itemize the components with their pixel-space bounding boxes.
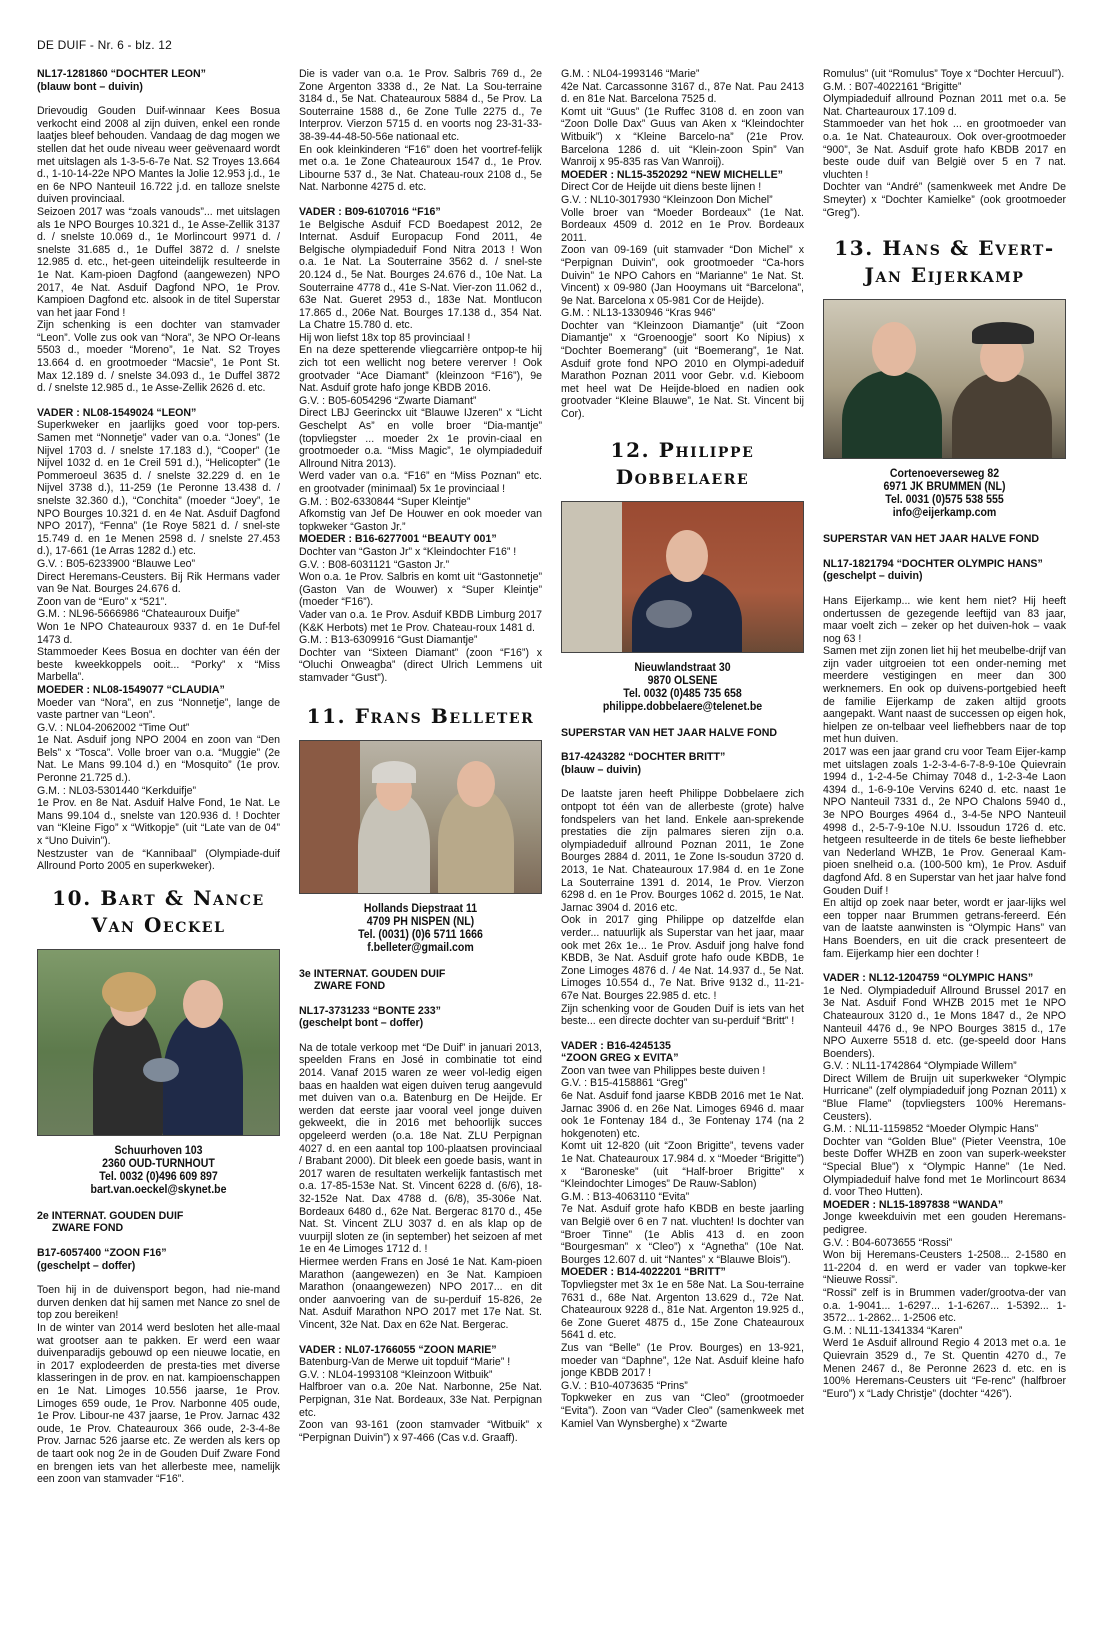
father-name: “ZOON GREG x EVITA”: [561, 1052, 679, 1065]
paragraph: Dochter van “Sixteen Diamant” (zoon “F16”) x “Oluchi Onweagba” (direct Ulrich Lemmens uit stamvader “Gust”).: [299, 646, 542, 684]
paragraph: 7e Nat. Asduif grote hafo KBDB en beste jaarling van België over 6 en 7 nat. vluchten! Is dochter van “Broer Tinne” (1e Ablis 413 d. en zoon “Bourgesman” x “Cleo”) x “Agnetha” (10e Nat. Bourges 12.607 d. uit “Nantes” x “Blauwe Blois”).: [561, 1203, 804, 1266]
mother-heading: MOEDER : NL15-3520292 “NEW MICHELLE”: [561, 168, 783, 181]
paragraph: Batenburg-Van de Merwe uit topduif “Marie” !: [299, 1356, 511, 1369]
contact-address: Schuurhoven 103: [114, 1142, 203, 1157]
paragraph: Romulus” (uit “Romulus” Toye x “Dochter Hercuul”).: [823, 68, 1065, 80]
paragraph: Zus van “Belle” (1e Prov. Bourges) en 13-921, moeder van “Daphne”, 12e Nat. Asduif kleine hafo jonge KBDB 2017 !: [561, 1341, 804, 1380]
paragraph: Dochter van “André” (samenkweek met Andre De Smeyter) x “Dochter Kamielke” (ook grootmoeder “Greg”).: [823, 181, 1066, 219]
column-2: [299, 68, 542, 1628]
paragraph: Zoon van twee van Philippes beste duiven !: [561, 1064, 766, 1077]
contact-email: f.belleter@gmail.com: [367, 939, 474, 954]
contact-van-oeckel: [52, 1144, 266, 1196]
paragraph: Zoon van 09-169 (uit stamvader “Don Michel” x “Perpignan Duivin”, ook grootmoeder “Ca-hors Duivin” 1e NPO Cahors en “Marianne” 1e Nat. St. Vincent) x 09-980 (Jan Hooymans uit “Barcelona”, 9e Nat. Barcelona x 05-981 Cor de Heijde).: [561, 244, 804, 307]
pigeon-title: NL17-3731233 “BONTE 233”: [299, 1004, 441, 1017]
paragraph: Dochter van “Golden Blue” (Pieter Veenstra, 10e beste Doffer WHZB en zoon van superk-weekster “Special Blue”) x “Olympic Hanne” (1e Ned. Olympiadeduif halve fond met 1e Morlincourt 8634 d. voor Theo Hutten).: [823, 1135, 1066, 1199]
contact-phone: Tel. 0032 (0)496 609 897: [99, 1168, 218, 1183]
paragraph: Nestzuster van de “Kannibaal” (Olympiade-duif Allround Porto 2005 en superkweker).: [37, 847, 280, 873]
section-title-line: Van Oeckel: [91, 912, 226, 937]
contact-phone: Tel. 0032 (0)485 735 658: [623, 685, 742, 700]
contact-email: info@eijerkamp.com: [892, 505, 997, 520]
paragraph: G.M. : B02-6330844 “Super Kleintje”: [299, 495, 471, 508]
paragraph: G.M. : NL04-1993146 “Marie”: [561, 68, 700, 80]
contact-belleter: [314, 902, 528, 954]
paragraph: Drievoudig Gouden Duif-winnaar Kees Bosua verkocht eind 2008 al zijn duiven, enkel een ronde laatjes bleef behouden. Vandaag de dag mogen we stellen dat het oude niveau weer geëvenaard wordt met uitslagen als 1-3-5-6-7e Nat. S2 Troyes 13.664 d., 1-10-14-22e NPO Mantes la Jolie 12.953 j.d., 1e en 6e NPO Nanteuil 16.722 j.d. en talloze snelste duiven provinciaal.: [37, 105, 280, 206]
paragraph: 1e Nat. Asduif jong NPO 2004 en zoon van “Den Bels” x “Tosca”. Volle broer van o.a. “Muggie” (2e Nat. Le Mans 99.104 d.) en “Mosquito” (1e prov. Peronne 21.725 d.).: [37, 734, 280, 785]
paragraph: Samen met zijn zonen liet hij het meubelbe-drijf van zijn vader uitgroeien tot een onder-neming met meerdere vestigingen en meer dan 300 werknemers. En ook op duivens-portgebied heeft de familie Eijerkamp de zaken altijd groots aangepakt. Want naast de successen op eigen hok, hielpen ze on-telbaar veel liefhebbers naar de top met hun duiven.: [823, 645, 1066, 746]
section-title-13: [823, 235, 1066, 289]
paragraph: Na de totale verkoop met “De Duif” in januari 2013, speelden Frans en José in combinatie tot eind 2014. Vanaf 2015 waren ze weer vol-ledig eigen baas en haalden wat eigen duiven terug aangevuld met duiven van o.a. Batenburg en De Heijde. Er werden dat eerste jaar vooral veel jonge duiven gekweekt, die in 2016 met behoorlijk succes opgeleerd werden (o.a. 18e Nat. ZLU Perpignan 4027 d. en een aantal top 100-plaatsen provinciaal / Brabant 2000). Dit bleek een goede basis, want in 2017 waren de resultaten werkelijk fantastisch met o.a. 17-85-153e Nat. St. Vincent 6228 d. (6/6), 18-32-152e Nat. Dax 4788 d. (6/8), 35-306e Nat. Bordeaux 6480 d., 62e Nat. Bergerac 8170 d., 45e Nat. St. Vincent ZLU 3037 d. en als klap op de vuurpijl sloten ze (in september) het seizoen af met 1e en 4e Limoges 1712 d. !: [299, 1041, 542, 1256]
paragraph: G.M. : B07-4022161 “Brigitte”: [823, 80, 962, 93]
paragraph: “Rossi” zelf is in Brummen vader/grootva-der van o.a. 1-9041... 1-6297... 1-1-6267... 1-5392... 1-3572... 1-2862... 1-2506 etc.: [823, 1286, 1066, 1325]
contact-city: 6971 JK BRUMMEN (NL): [883, 479, 1006, 494]
pigeon-title: B17-6057400 “ZOON F16”: [37, 1247, 167, 1259]
paragraph: Won bij Heremans-Ceusters 1-2508... 2-1580 en 11-2204 d. en werd er vader van topkwe-ker “Nieuwe Rossi”.: [823, 1249, 1066, 1287]
paragraph: G.V. : B15-4158861 “Greg”: [561, 1077, 688, 1090]
award-line: 3e INTERNAT. GOUDEN DUIF: [299, 967, 446, 980]
paragraph: Hiermee werden Frans en José 1e Nat. Kam-pioen Marathon (aangewezen) en 3e Nat. Kampioen Marathon (onaangewezen) NPO 2017... en dit onder aanvoering van de su-perduif 15-826, 2e Nat. Asduif Marathon NPO 2017 met 17e Nat. St. Vincent, 32e Nat. Dax en 62e Nat. Bergerac.: [299, 1255, 542, 1331]
paragraph: Komt uit 12-820 (uit “Zoon Brigitte”, tevens vader 1e Nat. Chateauroux 17.984 d. x “Moeder “Brigitte”) x “Baroneske” (uit “Half-broer Brigitte” x “Kleindochter Limoges” De Rauw-Sablon): [561, 1140, 804, 1191]
paragraph: Hij won liefst 18x top 85 provinciaal !: [299, 331, 471, 344]
section-title-line: Dobbelaere: [615, 464, 750, 489]
paragraph: 6e Nat. Asduif fond jaarse KBDB 2016 met 1e Nat. Jarnac 3906 d. en 26e Nat. Limoges 6946 d. maar ook 1e Fontenay 184 d., 3e Fontenay 174 (na 2 hokgenoten) etc.: [561, 1090, 804, 1140]
paragraph: Zoon van 93-161 (zoon stamvader “Witbuik” x “Perpignan Duivin”) x 97-466 (Cas v.d. Graaff).: [299, 1419, 542, 1444]
paragraph: G.V. : NL11-1742864 “Olympiade Willem”: [823, 1060, 1017, 1073]
paragraph: Topvliegster met 3x 1e en 58e Nat. La Sou-terraine 7631 d., 68e Nat. Argenton 13.629 d., 72e Nat. Chateauroux 9228 d., 81e Nat. Argenton 19.925 d., 6e Zone Gueret 4875 d., 15e Zone Chateauroux 5641 d. etc.: [561, 1278, 804, 1342]
paragraph: G.V. : B05-6054296 “Zwarte Diamant”: [299, 394, 477, 407]
pigeon-title: B17-4243282 “DOCHTER BRITT”: [561, 751, 726, 764]
paragraph: G.M. : B13-4063110 “Evita”: [561, 1190, 690, 1203]
section-title-12: [561, 437, 804, 491]
paragraph: Stammoeder Kees Bosua en dochter van één der beste kweekkoppels ooit... “Porky” x “Miss Marbella”.: [37, 646, 280, 684]
paragraph: Moeder van “Nora”, en zus “Nonnetje”, lange de vaste partner van “Leon”.: [37, 696, 280, 722]
paragraph: Afkomstig van Jef De Houwer en ook moeder van topkweker “Gaston Jr.”: [299, 508, 542, 533]
paragraph: G.M. : NL13-1330946 “Kras 946”: [561, 307, 716, 320]
paragraph: Zijn schenking voor de Gouden Duif is iets van het beste... een directe dochter van su-perduif “Britt” !: [561, 1002, 804, 1028]
section-title-line: 13. Hans & Evert-: [834, 236, 1055, 261]
contact-city: 4709 PH NISPEN (NL): [366, 913, 475, 928]
paragraph: Jonge kweekduivin met een gouden Heremans-pedigree.: [823, 1211, 1066, 1236]
mother-heading: MOEDER : B14-4022201 “BRITT”: [561, 1266, 726, 1279]
column-3: [561, 68, 804, 1628]
pigeon-subtitle: (geschelpt – doffer): [37, 1259, 136, 1272]
paragraph: Olympiadeduif allround Poznan 2011 met o.a. 5e Nat. Charteauroux 17.109 d.: [823, 93, 1066, 118]
paragraph: En ook kleinkinderen “F16” doen het voortref-felijk met o.a. 1e Zone Chateauroux 1547 d., 1e Prov. Libourne 537 d., 3e Nat. Chateau-roux 2108 d., 5e Nat. Narbonne 4275 d. etc.: [299, 143, 542, 194]
mother-heading: MOEDER : NL08-1549077 “CLAUDIA”: [37, 683, 225, 696]
paragraph: Zijn schenking is een dochter van stamvader “Leon”. Volle zus ook van “Nora”, 3e NPO Or-leans 5503 d., moeder “Moreno”, 1e Nat. S2 Troyes 13.664 d. en grootmoeder “Macsie”, 1e Pont St. Max 12.189 d. / snelste 34.093 d., 1e Duffel 3872 d. / snelste 12.985 d., 1e Asse-Zellik 2626 d. etc.: [37, 319, 280, 395]
section-title-10: [37, 885, 280, 939]
photo-van-oeckel: [37, 949, 280, 1136]
paragraph: Hans Eijerkamp... wie kent hem niet? Hij heeft ondertussen de gezegende leeftijd van 83 jaar, maar voelt zich – zeker op het duiven-hok – vaak nog 63 !: [823, 594, 1066, 645]
contact-address: Nieuwlandstraat 30: [634, 659, 731, 674]
photo-belleter: [299, 740, 542, 894]
father-heading: VADER : B16-4245135: [561, 1039, 671, 1052]
paragraph: G.M. : NL11-1159852 “Moeder Olympic Hans”: [823, 1123, 1039, 1136]
photo-dobbelaere: [561, 501, 804, 653]
paragraph: G.V. : B10-4073635 “Prins”: [561, 1379, 688, 1392]
father-heading: VADER : NL12-1204759 “OLYMPIC HANS”: [823, 972, 1034, 985]
section-title-line: 12. Philippe: [610, 437, 755, 462]
paragraph: Dochter van “Kleinzoon Diamantje” (uit “Zoon Diamantje” x “Groenoogje” soort Ko Nipius) x “Dochter Boemerang” (uit “Boemerang”, 1e Nat. Asduif grote fond NPO 2010 en Olympi-adeduif Marathon Poznan 2011 voor Gebr. v.d. Kieboom met heel wat De Heijde-bloed en nadien ook grootvader “Kleine Blauwe”, 1e Nat. St. Vincent bij Cor).: [561, 319, 804, 421]
paragraph: 2017 was een jaar grand cru voor Team Eijer-kamp met uitslagen zoals 1-2-3-4-6-7-8-9-10e Quievrain 1994 d., 1-2-4-5e Chimay 7048 d., 1-2-3-4e Laon 4394 d., 1-6-9-10e Vervins 6240 d. etc. naast 1e NPO Nanteuil 7331 d., 2e NPO Chalons 5940 d., 3e NPO Bourges 4964 d., 3-4-5e NPO Nanteuil 4998 d., 2-5-7-9-10e N.U. Issoudun 1726 d. etc. hetgeen resulteerde in de titels 6e beste liefhebber van Nederland WHZB, 1e Prov. Generaal Kam-pioen snelheid o.a. (100-500 km), 1e Prov. Asduif dagfond Afd. 8 en Superstar van het jaar halve fond Gouden Duif !: [823, 746, 1066, 897]
contact-email: bart.van.oeckel@skynet.be: [90, 1181, 227, 1196]
paragraph: Ook in 2017 ging Philippe op datzelfde elan verder... natuurlijk als Superstar van het jaar, maar ook met 26x 1e... 1e Prov. Asduif jong halve fond KBDB, 3e Nat. Asduif grote hafo oude KBDB, 1e Zone Limoges 4876 d. / 4e Nat. 14.937 d., 5e Nat. Limoges 10.554 d., 7e Nat. Brive 9132 d., 11-21-67e Nat. Bourges 22.985 d. etc. !: [561, 914, 804, 1002]
paragraph: Die is vader van o.a. 1e Prov. Salbris 769 d., 2e Zone Argenton 3338 d., 2e Nat. La Sou-terraine 3184 d., 5e Nat. Chateauroux 5884 d., 5e Prov. La Souterraine 1588 d., 6e Zone Tulle 2275 d., 7e Interprov. Vierzon 5715 d. en voorts nog 23-31-33-38-39-44-48-50-56e nationaal etc.: [299, 68, 542, 143]
contact-address: Hollands Diepstraat 11: [363, 900, 478, 915]
mother-heading: MOEDER : B16-6277001 “BEAUTY 001”: [299, 533, 497, 546]
paragraph: Volle broer van “Moeder Bordeaux” (1e Nat. Bordeaux 4509 d. 2012 en 1e Prov. Bordeaux 2011.: [561, 206, 804, 244]
contact-email: philippe.dobbelaere@telenet.be: [602, 698, 763, 713]
paragraph: G.M. : NL03-5301440 “Kerkduifje”: [37, 784, 196, 797]
paragraph: G.M. : B13-6309916 “Gust Diamantje”: [299, 634, 478, 647]
paragraph: G.V. : NL10-3017930 “Kleinzoon Don Michel”: [561, 193, 773, 206]
award-category: ZWARE FOND: [52, 1222, 124, 1235]
paragraph: In de winter van 2014 werd besloten het alle-maal wat grootser aan te pakken. Er werd een waar duivenparadijs gebouwd op een nieuwe locatie, en in 2017 explodeerden de presta-ties met diverse klasseringen in de prov. en nat. kampioenschappen en 1e Nat. Limoges 10.556 jaarse, 1e Prov. Limoges 659 oude, 1e Prov. Narbonne 405 oude, 1e Prov. Libour-ne 437 jaarse, 1e Prov. Jarnac 432 oude, 1e Prov. Chateauroux 366 oude, 2-3-4-8e Prov. Jarnac 526 jaarse etc. Ze werden als kers op de taart ook nog 2e in de Gouden Duif Zware Fond en brengen iets van het allerbeste mee, namelijk een zoon van stamvader “F16”.: [37, 1321, 280, 1486]
paragraph: De laatste jaren heeft Philippe Dobbelaere zich ontpopt tot één van de allerbeste (grote) halve fondspelers van het land. Enkele aan-sprekende prestaties die zijn palmares sieren zijn o.a. olympiadeduif allround Poznan 2011, 1e Zone Bourges 2884 d. 2011, 1e Zone Is-soudun 3720 d. 2013, 1e Nat. Chateauroux 17.984 d. en 1e Zone La Souterraine 1391 d. 2014, 1e Prov. Vierzon 6298 d. en 1e Prov. Bourges 1062 d. 2015, 1e Nat. Jarnac 3904 d. 2016 etc.: [561, 788, 804, 914]
contact-city: 9870 OLSENE: [647, 672, 718, 687]
contact-phone: Tel. (0031) (0)6 5711 1666: [358, 926, 483, 941]
paragraph: Superkweker en jaarlijks goed voor top-pers. Samen met “Nonnetje” vader van o.a. “Jones” (1e Nijvel 1703 d. / snelste 17.183 d.), “Cooper” (1e Nijvel 1032 d. en 1e Creil 591 d.), “Helicopter” (1e Pommeroeul 3635 d. / snelste 32.229 d. en 1e Nijvel 3738 d.), 11-259 (1e Peronne 13.438 d. / snelste 32.360 d.), “Conchita” (moeder “Joey”, 1e NPO Bourges 10.321 d. en 4e Nat. Asduif Dagfond NPO 2017), “Fenna” (1e Roye 5821 d. / snel-ste 15.749 d. en 1e Menen 2598 d. / snelste 27.453 d.), 17-661 (1e Arras 1282 d.) etc.: [37, 419, 280, 558]
mother-heading: MOEDER : NL15-1897838 “WANDA”: [823, 1198, 1004, 1211]
paragraph: G.M. : NL11-1341334 “Karen”: [823, 1324, 963, 1337]
pigeon-title: NL17-1281860 “DOCHTER LEON”: [37, 68, 206, 80]
paragraph: Direct LBJ Geerinckx uit “Blauwe IJzeren” x “Licht Geschelpt As” en volle broer “Dia-mantje” (topvliegster ... moeder 2x 1e provin-ciaal en grootmoeder o.a. “Miss Magic”, 1e olympiadeduif Allround Nitra 2013).: [299, 407, 542, 470]
contact-phone: Tel. 0031 (0)575 538 555: [885, 492, 1004, 507]
paragraph: Direct Willem de Bruijn uit superkweker “Olympic Hurricane” (zelf olympiadeduif jong Poznan 2011) x “Blue Flame” (topvliegsters 100% Heremans-Ceusters).: [823, 1072, 1066, 1123]
father-heading: VADER : NL08-1549024 “LEON”: [37, 406, 197, 419]
paragraph: G.V. : B08-6031121 “Gaston Jr.”: [299, 558, 450, 571]
paragraph: Halfbroer van o.a. 20e Nat. Narbonne, 25e Nat. Perpignan, 31e Nat. Bordeaux, 33e Nat. Perpignan etc.: [299, 1381, 542, 1419]
pigeon-subtitle: (geschelpt – duivin): [823, 570, 923, 583]
section-title-line: 10. Bart & Nance: [52, 885, 265, 910]
paragraph: 1e Prov. en 8e Nat. Asduif Halve Fond, 1e Nat. Le Mans 99.104 d., snelste van 120.936 d. ! Dochter van “Kleine Figo” x “Witkopje” (uit “Late van de 04” x “Uno Duivin”).: [37, 797, 280, 848]
paragraph: G.M. : NL96-5666986 “Chateauroux Duifje”: [37, 608, 240, 621]
award-line: 2e INTERNAT. GOUDEN DUIF: [37, 1209, 184, 1222]
contact-city: 2360 OUD-TURNHOUT: [102, 1155, 215, 1170]
contact-dobbelaere: [576, 661, 790, 713]
pigeon-subtitle: (blauw – duivin): [561, 763, 642, 776]
section-title-11: 11. Frans Belleter: [306, 703, 535, 728]
award-category: ZWARE FOND: [314, 980, 386, 993]
paragraph: Komt uit “Guus” (1e Ruffec 3108 d. en zoon van “Zoon Dolle Dax” Guus van Aken x “Kleindochter Witbuik”) x “Kleine Barcelo-na” (21e Prov. Barcelona 1286 d. uit “Klein-zoon Spin” Van Wanroij x 95-835 ras Van Wanroij).: [561, 105, 804, 169]
paragraph: G.V. : B04-6073655 “Rossi”: [823, 1236, 953, 1249]
paragraph: 42e Nat. Carcassonne 3167 d., 87e Nat. Pau 2413 d. en 81e Nat. Barcelona 7525 d.: [561, 80, 804, 106]
paragraph: Toen hij in de duivensport begon, had nie-mand durven denken dat hij samen met Nance zo snel de top zou bereiken!: [37, 1284, 280, 1322]
pigeon-title: NL17-1821794 “DOCHTER OLYMPIC HANS”: [823, 557, 1043, 570]
page-header: DE DUIF - Nr. 6 - blz. 12: [37, 38, 173, 52]
paragraph: Direct Cor de Heijde uit diens beste lijnen !: [561, 181, 762, 194]
paragraph: Werd vader van o.a. “F16” en “Miss Poznan” etc. en grootvader (minimaal) 5x 1e provinciaal !: [299, 470, 542, 495]
paragraph: Direct Heremans-Ceusters. Bij Rik Hermans vader van 9e Nat. Bourges 24.676 d.: [37, 570, 280, 596]
father-heading: VADER : NL07-1766055 “ZOON MARIE”: [299, 1343, 497, 1356]
paragraph: En altijd op zoek naar beter, wordt er jaar-lijks wel een topper naar Brummen getrans-fereerd. Eén van de laatste aanwinsten is “Olympic Hans” van Hans Boenders, en uit die crack presenteert de fam. Eijerkamp hier een dochter !: [823, 897, 1066, 960]
paragraph: Zoon van de “Euro” x “521”.: [37, 595, 168, 608]
paragraph: En na deze spetterende vliegcarrière ontpop-te hij zich tot een wellicht nog betere vererver ! Ook grootvader “Ace Diamant” (kleinzoon “F16”), 9e Nat. Asduif grote hafo jonge KBDB 2016.: [299, 344, 542, 395]
pigeon-subtitle: (blauw bont – duivin): [37, 80, 143, 93]
pigeon-subtitle: (geschelpt bont – doffer): [299, 1017, 424, 1030]
paragraph: Dochter van “Gaston Jr” x “Kleindochter F16” !: [299, 545, 517, 558]
paragraph: Topkweker en zus van “Cleo” (grootmoeder “Evita”). Zoon van “Vader Cleo” (samenkweek met Kamiel Van Wynsberghe) x “Zwarte: [561, 1392, 804, 1430]
paragraph: Vader van o.a. 1e Prov. Asduif KBDB Limburg 2017 (K&K Herbots) met 1e Prov. Chateau-roux 1481 d.: [299, 608, 542, 634]
paragraph: Won 1e NPO Chateauroux 9337 d. en 1e Duf-fel 1473 d.: [37, 620, 280, 646]
paragraph: 1e Belgische Asduif FCD Boedapest 2012, 2e Internat. Asduif Europacup Fond 2011, 4e Belgische olympiadeduif Fond Nitra 2013 ! Won o.a. 1e Nat. La Souterraine 3562 d. / snel-ste 20.124 d., 5e Nat. Bourges 24.676 d., 10e Nat. La Souterraine 4778 d., 41e S-Nat. Vier-zon 11.062 d., 63e Nat. Gueret 2953 d., 183e Nat. Montlucon 17.865 d., 206e Nat. Bourges 17.138 d., 354 Nat. La Chatre 15.780 d. etc.: [299, 218, 542, 332]
column-4: [823, 68, 1066, 1628]
contact-address: Cortenoeverseweg 82: [889, 466, 1000, 481]
column-1: [37, 68, 280, 1628]
paragraph: G.V. : B05-6233900 “Blauwe Leo”: [37, 557, 196, 570]
paragraph: Won o.a. 1e Prov. Salbris en komt uit “Gastonnetje” (Gaston Van de Wouwer) x “Super Kleintje” (moeder “F16”).: [299, 571, 542, 609]
paragraph: Werd 1e Asduif allround Regio 4 2013 met o.a. 1e Quievrain 3529 d., 7e St. Quentin 4270 d., 7e Menen 2467 d., 8e Peronne 2623 d. etc. en is 100% Heremans-Ceusters uit “Fe-renc” (halfbroer “Euro”) x “Lady Christje” (dochter “426”).: [823, 1337, 1066, 1400]
paragraph: Seizoen 2017 was “zoals vanouds”... met uitslagen als 1e NPO Bourges 10.321 d., 1e Asse-Zellik 3137 d. / snelste 10.069 d., 1e Morlincourt 9971 d. / snelste 31.685 d., 1e Duffel 3872 d. / snelste 12.985 d. etc., het-geen uiteindelijk resulteerde in 1e Nat. Kam-pioen Dagfond (aangewezen) NPO 2017, 4e Nat. Asduif Dagfond NPO, 1e Prov. Kampioen Dagfond etc. alsook in de titel Superstar van het jaar Fond !: [37, 205, 280, 319]
paragraph: G.V. : NL04-2062002 “Time Out”: [37, 721, 190, 734]
photo-eijerkamp: [823, 299, 1066, 459]
award-line: SUPERSTAR VAN HET JAAR HALVE FOND: [561, 726, 778, 739]
contact-eijerkamp: [838, 467, 1052, 519]
father-heading: VADER : B09-6107016 “F16”: [299, 205, 441, 218]
section-title-line: Jan Eijerkamp: [864, 263, 1025, 288]
paragraph: G.V. : NL04-1993108 “Kleinzoon Witbuik”: [299, 1368, 493, 1381]
paragraph: Stammoeder van het hok ... en grootmoeder van o.a. 1e Nat. Chateauroux. Ook over-grootmoeder “900”, 3e Nat. Asduif grote hafo KBDB 2017 en beste oude duif van België over 5 en 7 nat. vluchten !: [823, 118, 1066, 181]
paragraph: 1e Ned. Olympiadeduif Allround Brussel 2017 en 3e Nat. Asduif Fond WHZB 2015 met 1e NPO Chateauroux 3120 d., 1e Mons 1847 d., 2e NPO Nanteuil 4476 d., 9e NPO Bourges 3815 d., 17e NPO Auxerre 5518 d. etc. (ge-speeld door Hans Boenders).: [823, 984, 1066, 1060]
award-line: SUPERSTAR VAN HET JAAR HALVE FOND: [823, 533, 1040, 546]
